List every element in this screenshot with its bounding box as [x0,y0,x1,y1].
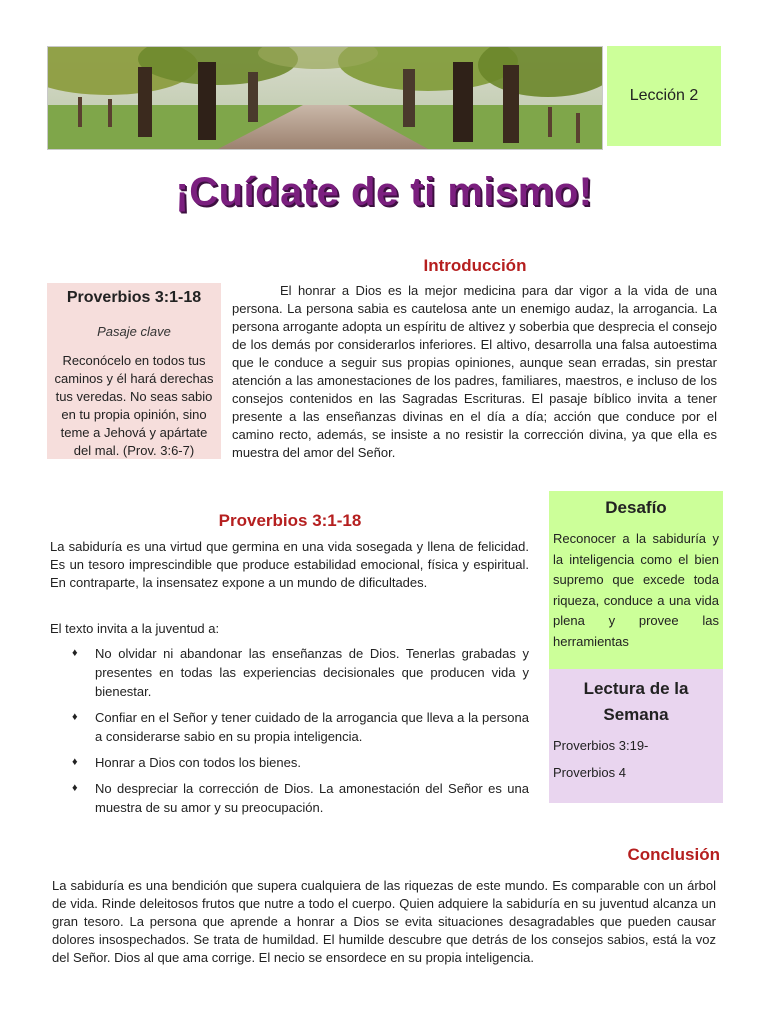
list-item-text: Confiar en el Señor y tener cuidado de la arrogancia que lleva a la persona a considerarse sabio en su propia inteligencia. [95,710,529,744]
challenge-box [549,491,723,669]
weekly-reading-box [549,669,723,803]
list-item-text: Honrar a Dios con todos los bienes. [95,755,301,770]
weekly-reading-line-1: Proverbios 3:19- [553,738,649,753]
weekly-reading-line-2: Proverbios 4 [553,765,626,780]
introduction-paragraph [232,282,717,462]
diamond-bullet-icon: ♦ [72,711,78,723]
diamond-bullet-icon: ♦ [72,782,78,794]
lesson-label: Lección 2 [629,87,699,104]
key-passage-text: Reconócelo en todos tus caminos y él hará derechas tus veredas. No seas sabio en tu propia opinión, sino teme a Jehová y apártate del mal. (Prov. 3:6-7) [54,353,214,458]
list-item [72,779,529,817]
header-banner-image [47,46,603,150]
weekly-reading-title: Lectura de la Semana [583,679,689,724]
invite-line: El texto invita a la juventud a: [50,621,220,636]
conclusion-heading: Conclusión [627,845,720,864]
main-paragraph: La sabiduría es una virtud que germina en una vida sosegada y llena de felicidad. Es un tesoro imprescindible que produce estabilidad emocional, física y espiritual. En contraparte, la insensatez expone a un mundo de dificultades. [50,539,529,590]
key-passage-box [47,283,221,459]
introduction-text: El honrar a Dios es la mejor medicina para dar vigor a la vida de una persona. La persona sabia es cautelosa ante un enemigo audaz, la arrogancia. La persona arrogante adopta un espíritu de altivez y soberbia que desprecia el consejo de los demás por considerarlos inferiores. El altivo, desarrolla una falsa autoestima que le conduce a seguir sus propias opiniones, aunque sean erradas, sin prestar atención a las amonestaciones de los padres, familiares, maestros, e incluso de los consejos contenidos en las Sagradas Escrituras. El pasaje bíblico invita a tener presente a las enseñanzas divinas en el día a día; acción que conduce por el camino recto, además, se insiste a no resistir la corrección divina, ya que ella es muestra del amor del Señor. [232,283,717,460]
introduction-heading: Introducción [423,256,527,275]
page-title: ¡Cuídate de ti mismo! [175,170,593,214]
conclusion-paragraph: La sabiduría es una bendición que supera cualquiera de las riquezas de este mundo. Es comparable con un árbol de vida. Rinde deleitosos frutos que nutre a todo el cuerpo. Quien adquiere la sabiduría en su juventud alcanza un gran tesoro. La persona que aprende a honrar a Dios se evita situaciones desagradables que pueden causar dolores insospechados. Se trata de humildad. El humilde descubre que detrás de los consejos sabios, está la voz del Señor. Dios al que ama corrige. El necio se ensordece en su propia inteligencia. [52,878,716,965]
challenge-text: Reconocer a la sabiduría y la inteligencia como el bien supremo que excede toda riqueza, conduce a una vida plena y provee las herramientas [553,531,719,649]
key-passage-label: Pasaje clave [97,324,171,339]
list-item-text: No despreciar la corrección de Dios. La amonestación del Señor es una muestra de su amor y su preocupación. [95,781,529,815]
diamond-bullet-icon: ♦ [72,647,78,659]
tree-path-illustration [48,47,602,149]
list-item [72,708,529,746]
bullet-list [72,644,529,824]
lesson-box [607,46,721,146]
diamond-bullet-icon: ♦ [72,756,78,768]
key-passage-reference: Proverbios 3:1-18 [66,289,202,306]
main-section-heading: Proverbios 3:1-18 [218,511,362,530]
weekly-reading-text [553,732,719,786]
challenge-title: Desafío [605,498,667,517]
list-item-text: No olvidar ni abandonar las enseñanzas de Dios. Tenerlas grabadas y presentes en todas las experiencias decisionales que producen vida y bienestar. [95,646,529,699]
list-item [72,753,529,772]
list-item [72,644,529,701]
